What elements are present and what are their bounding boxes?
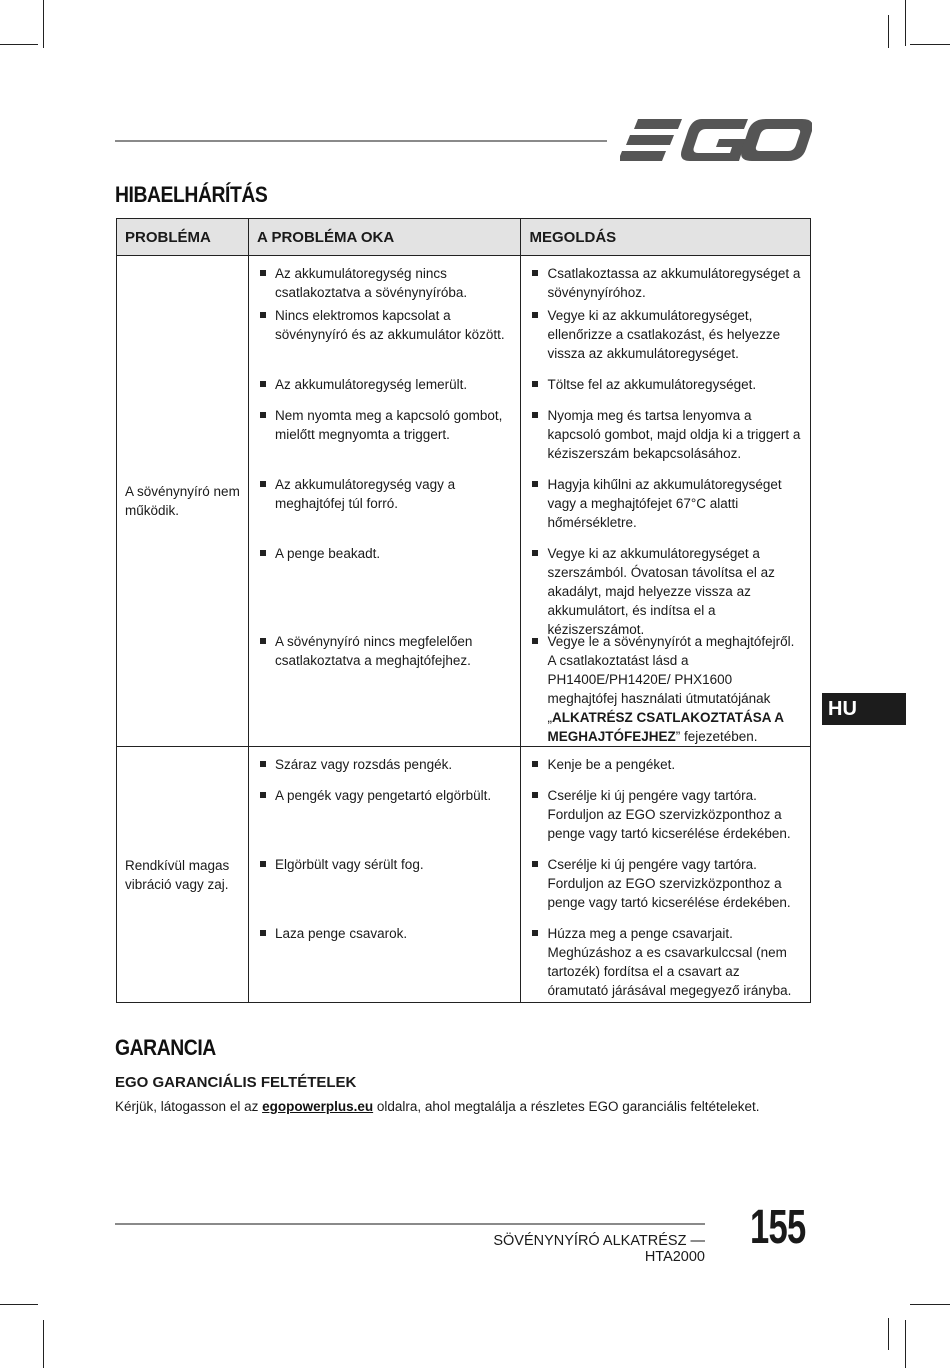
list-item: Töltse fel az akkumulátoregységet.: [521, 375, 810, 394]
crop-mark: [43, 0, 44, 48]
list-item: Csatlakoztassa az akkumulátoregységet a sövénynyíróhoz.: [521, 264, 810, 295]
header-cause: A PROBLÉMA OKA: [249, 219, 521, 256]
crop-mark: [888, 1318, 889, 1350]
list-item: Vegye ki az akkumulátoregységet, ellenőrizze a csatlakozást, és helyezze vissza az akkumulátoregységet.: [521, 306, 810, 375]
cause-cell: [249, 747, 521, 1003]
list-item: A pengék vagy pengetartó elgörbült.: [249, 786, 520, 843]
problem-cell: [117, 256, 249, 747]
solution-cell: [521, 747, 811, 1003]
language-tab: HU: [822, 693, 906, 725]
list-item: A sövénynyíró nincs megfelelően csatlakoztatva a meghajtófejhez.: [249, 632, 520, 670]
header-problem: PROBLÉMA: [117, 219, 249, 256]
warranty-text-post: oldalra, ahol megtalálja a részletes EGO garanciális feltételeket.: [373, 1099, 760, 1114]
cause-cell: [249, 256, 521, 747]
warranty-link[interactable]: egopowerplus.eu: [262, 1099, 374, 1114]
list-item: A penge beakadt.: [249, 544, 520, 620]
crop-mark: [888, 15, 889, 48]
list-item: Az akkumulátoregység lemerült.: [249, 375, 520, 394]
list-item: Vegye ki az akkumulátoregységet a szerszámból. Óvatosan távolítsa el az akadályt, majd helyezze vissza az akkumulátort, és indítsa el a kéziszerszámot.: [521, 544, 810, 620]
solution-text: ” fejezetében.: [675, 729, 758, 744]
list-item: Hagyja kihűlni az akkumulátoregységet vagy a meghajtófejet 67°C alatti hőmérsékletre.: [521, 475, 810, 544]
troubleshooting-table: [116, 218, 811, 1003]
table-header-row: [117, 219, 811, 256]
list-item: Húzza meg a penge csavarjait. Meghúzáshoz a es csavarkulccsal (nem tartozék) fordítsa el a csavart az óramutató járásával megegyező irányba.: [521, 924, 810, 1000]
troubleshooting-title: HIBAELHÁRÍTÁS: [115, 182, 268, 207]
header-solution: MEGOLDÁS: [521, 219, 811, 256]
list-item: Elgörbült vagy sérült fog.: [249, 855, 520, 912]
crop-mark: [910, 1304, 950, 1305]
footer-doc-title: SÖVÉNYNYÍRÓ ALKATRÉSZ — HTA2000: [493, 1233, 705, 1265]
chapter-reference: ALKATRÉSZ CSATLAKOZTATÁSA A MEGHAJTÓFEJHEZ: [547, 710, 784, 744]
ego-logo: [620, 117, 812, 163]
crop-mark: [0, 1304, 38, 1305]
crop-mark: [905, 1320, 906, 1368]
list-item: [521, 632, 810, 746]
problem-text: Rendkívül magas vibráció vagy zaj.: [125, 857, 230, 892]
crop-mark: [910, 44, 950, 45]
list-item: Nem nyomta meg a kapcsoló gombot, mielőtt megnyomta a triggert.: [249, 406, 520, 468]
warranty-text: [115, 1099, 760, 1114]
crop-mark: [0, 44, 38, 45]
list-item: Az akkumulátoregység vagy a meghajtófej túl forró.: [249, 475, 520, 544]
problem-cell: [117, 747, 249, 1003]
list-item: Nincs elektromos kapcsolat a sövénynyíró és az akkumulátor között.: [249, 306, 520, 375]
table-row: [117, 747, 811, 1003]
warranty-title: GARANCIA: [115, 1035, 216, 1060]
warranty-text-pre: Kérjük, látogasson el az: [115, 1099, 263, 1114]
list-item: Kenje be a pengéket.: [521, 755, 810, 774]
solution-cell: [521, 256, 811, 747]
crop-mark: [43, 1320, 44, 1368]
list-item: Nyomja meg és tartsa lenyomva a kapcsoló gombot, majd oldja ki a triggert a kéziszerszám bekapcsolásához.: [521, 406, 810, 468]
problem-text: A sövénynyíró nem működik.: [125, 484, 240, 518]
list-item: Cserélje ki új pengére vagy tartóra. Forduljon az EGO szervizközponthoz a penge vagy tartó kicserélése érdekében.: [521, 855, 810, 912]
solution-text: Vegye le a sövénynyírót a meghajtófejről. A csatlakoztatást lásd a PH1400E/PH1420E/ PHX1600 meghajtófej használati útmutatójának „: [547, 634, 795, 725]
page-number: 155: [750, 1201, 806, 1254]
list-item: Száraz vagy rozsdás pengék.: [249, 755, 520, 774]
table-row: [117, 256, 811, 747]
header-rule: [115, 140, 607, 142]
list-item: Az akkumulátoregység nincs csatlakoztatva a sövénynyíróba.: [249, 264, 520, 295]
list-item: Cserélje ki új pengére vagy tartóra. Forduljon az EGO szervizközponthoz a penge vagy tartó kicserélése érdekében.: [521, 786, 810, 843]
crop-mark: [905, 0, 906, 46]
footer-rule: [115, 1223, 705, 1225]
list-item: Laza penge csavarok.: [249, 924, 520, 943]
warranty-subtitle: EGO GARANCIÁLIS FELTÉTELEK: [115, 1074, 357, 1091]
